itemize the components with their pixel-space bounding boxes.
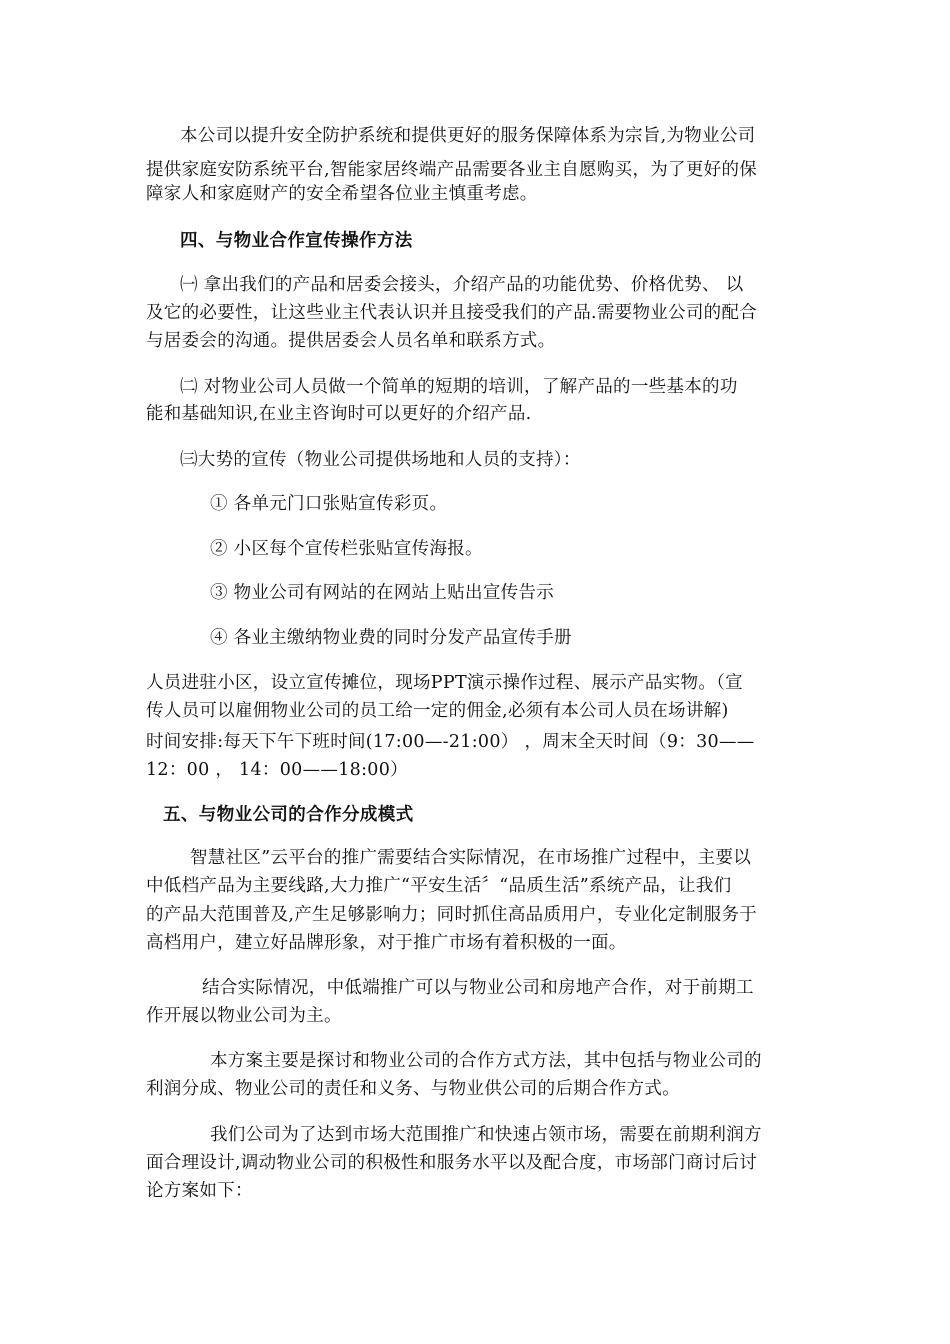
item-2-line-2: 能和基础知识,在业主咨询时可以更好的介绍产品.	[146, 404, 532, 424]
intro-line-3: 障家人和家庭财产的安全希望各位业主慎重考虑。	[146, 184, 538, 204]
para-3-line-1: 本方案主要是探讨和物业公司的合作方式方法，其中包括与物业公司的	[210, 1051, 762, 1071]
item-1-line-2: 及它的必要性，让这些业主代表认识并且接受我们的产品.需要物业公司的配合	[146, 303, 758, 323]
item-1-line-1: ㈠ 拿出我们的产品和居委会接头，介绍产品的功能优势、价格优势、 以	[180, 275, 744, 295]
intro-line-1: 本公司以提升安全防护系统和提供更好的服务保障体系为宗旨,为物业公司	[180, 126, 756, 146]
para-1-line-2: 中低档产品为主要线路,大力推广“平安生活〞“品质生活”系统产品，让我们	[146, 876, 732, 896]
para-1-line-4: 高档用户，建立好品牌形象，对于推广市场有着积极的一面。	[146, 933, 627, 953]
para-4-line-1: 我们公司为了达到市场大范围推广和快速占领市场，需要在前期利润方	[210, 1125, 762, 1145]
para-4-line-2: 面合理设计,调动物业公司的积极性和服务水平以及配合度，市场部门商讨后讨	[146, 1153, 758, 1173]
staff-line-2: 传人员可以雇佣物业公司的员工给一定的佣金,必须有本公司人员在场讲解)	[146, 701, 729, 721]
subitem-2: ② 小区每个宣传栏张贴宣传海报。	[210, 539, 483, 559]
para-4-line-3: 论方案如下：	[146, 1181, 253, 1201]
subitem-1: ① 各单元门口张贴宣传彩页。	[210, 494, 448, 514]
subitem-4: ④ 各业主缴纳物业费的同时分发产品宣传手册	[210, 628, 572, 648]
schedule-line-2: 12：00 ， 14：00——18:00）	[146, 760, 408, 780]
para-1-line-1: 智慧社区”云平台的推广需要结合实际情况，在市场推广过程中，主要以	[190, 848, 752, 868]
item-3-line: ㈢大势的宣传（物业公司提供场地和人员的支持）：	[180, 450, 581, 470]
section-5-heading: 五、与物业公司的合作分成模式	[163, 805, 414, 825]
para-1-line-3: 的产品大范围普及,产生足够影响力；同时抓住高品质用户，专业化定制服务于	[146, 905, 758, 925]
section-4-heading: 四、与物业合作宣传操作方法	[180, 231, 413, 251]
intro-line-2: 提供家庭安防系统平台,智能家居终端产品需要各业主自愿购买，为了更好的保	[146, 160, 758, 180]
item-2-line-1: ㈡ 对物业公司人员做一个简单的短期的培训，了解产品的一些基本的功	[180, 377, 738, 397]
para-2-line-1: 结合实际情况，中低端推广可以与物业公司和房地产合作，对于前期工	[202, 978, 754, 998]
para-3-line-2: 利润分成、物业公司的责任和义务、与物业供公司的后期合作方式。	[146, 1079, 680, 1099]
schedule-line-1: 时间安排:每天下午下班时间(17:00—-21:00） ，周末全天时间（9：30——	[146, 732, 755, 752]
staff-line-1: 人员进驻小区，设立宣传摊位，现场PPT演示操作过程、展示产品实物。（宣	[146, 673, 743, 693]
item-1-line-3: 与居委会的沟通。提供居委会人员名单和联系方式。	[146, 331, 556, 351]
para-2-line-2: 作开展以物业公司为主。	[146, 1006, 342, 1026]
subitem-3: ③ 物业公司有网站的在网站上贴出宣传告示	[210, 583, 555, 603]
